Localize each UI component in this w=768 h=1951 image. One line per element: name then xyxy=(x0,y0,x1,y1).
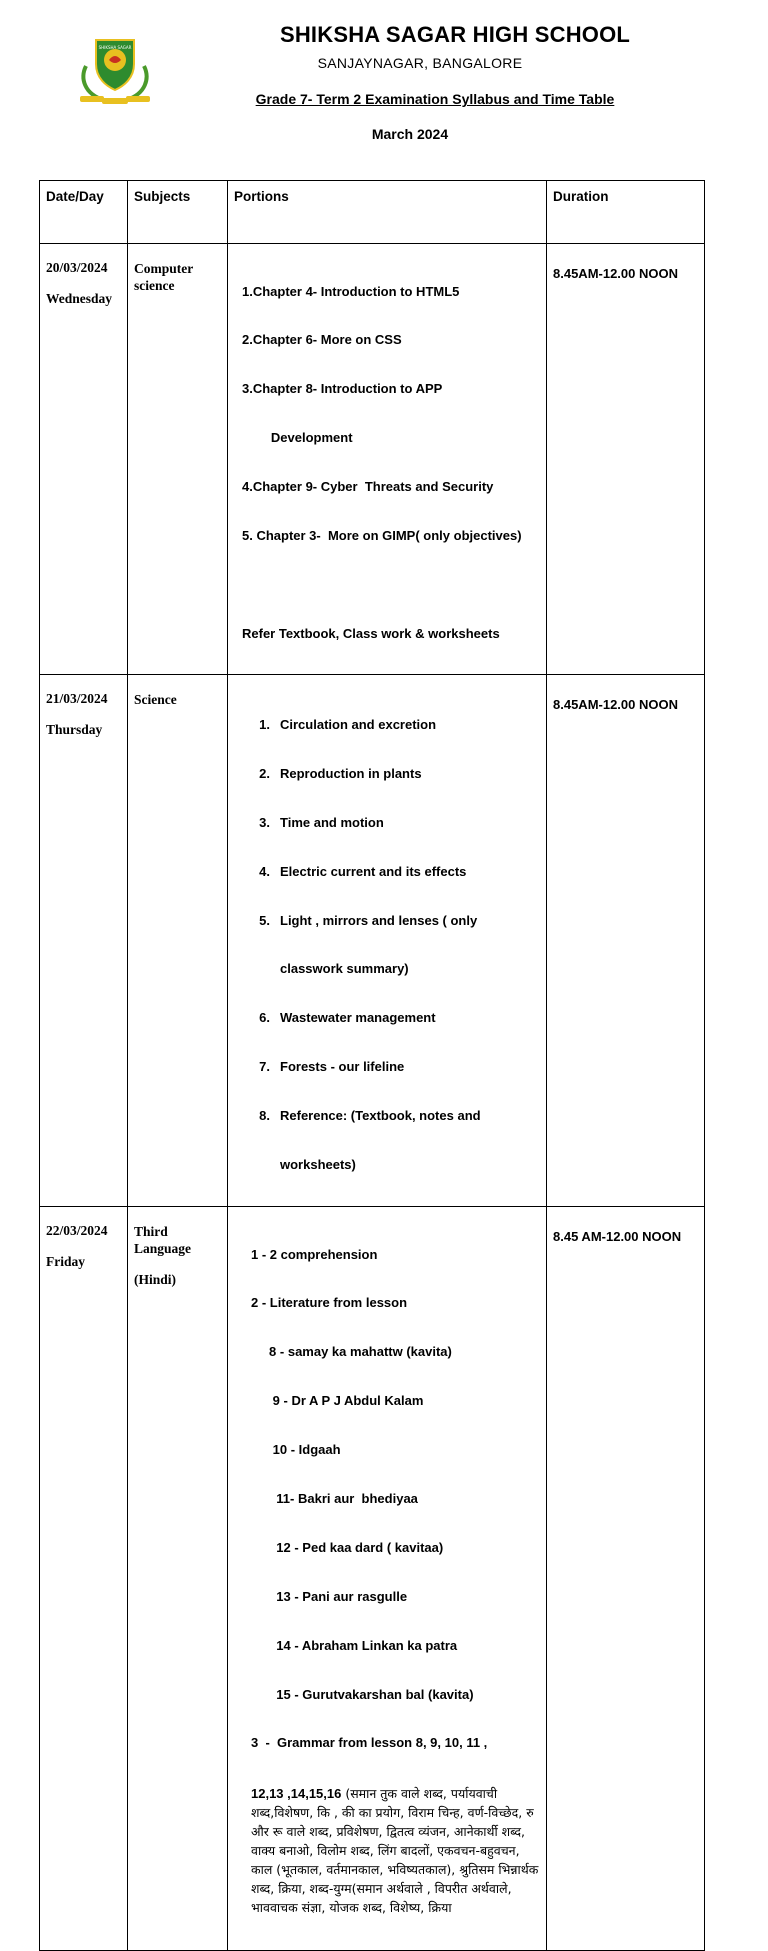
school-logo xyxy=(74,36,156,108)
duration-cell xyxy=(547,675,705,1207)
portion-line: 10 - Idgaah xyxy=(251,1442,341,1458)
portion-line: 5. Chapter 3- More on GIMP( only objectives) xyxy=(242,528,522,544)
portion-line: Development xyxy=(242,430,353,446)
list-item: classwork summary) xyxy=(280,961,409,977)
exam-day: Friday xyxy=(46,1253,85,1269)
portions-cell xyxy=(228,244,547,675)
portion-line: 1.Chapter 4- Introduction to HTML5 xyxy=(242,283,460,299)
duration-cell xyxy=(547,244,705,675)
date-cell xyxy=(40,1206,128,1950)
portion-line: 14 - Abraham Linkan ka patra xyxy=(251,1637,458,1653)
portion-line: 3 - Grammar from lesson 8, 9, 10, 11 , xyxy=(251,1735,488,1751)
portion-line: 13 - Pani aur rasgulle xyxy=(251,1588,408,1604)
exam-date: 21/03/2024 xyxy=(46,691,108,707)
portion-line: Refer Textbook, Class work & worksheets xyxy=(242,625,500,641)
subject-cell xyxy=(128,244,228,675)
header-subjects: Subjects xyxy=(128,181,228,244)
list-item: 8. Reference: (Textbook, notes and xyxy=(259,1108,481,1124)
table-row xyxy=(40,244,705,675)
document-heading: Grade 7- Term 2 Examination Syllabus and Time Table xyxy=(255,91,615,107)
list-item: 5. Light , mirrors and lenses ( only xyxy=(259,912,478,928)
school-name: SHIKSHA SAGAR HIGH SCHOOL xyxy=(279,22,631,47)
portion-line: 9 - Dr A P J Abdul Kalam xyxy=(251,1393,424,1409)
exam-date: 22/03/2024 xyxy=(46,1222,108,1238)
timetable xyxy=(39,180,705,1951)
portions-cell xyxy=(228,1206,547,1950)
list-item: worksheets) xyxy=(280,1157,356,1173)
subject-cell xyxy=(128,1206,228,1950)
exam-day: Wednesday xyxy=(46,291,113,306)
table-header-row xyxy=(40,181,705,244)
list-item: 1. Circulation and excretion xyxy=(259,717,437,733)
exam-duration: 8.45AM-12.00 NOON xyxy=(553,697,678,713)
exam-date: 20/03/2024 xyxy=(46,260,108,275)
portion-line: 12 - Ped kaa dard ( kavitaa) xyxy=(251,1539,444,1555)
list-item: 3. Time and motion xyxy=(259,814,384,830)
portion-line: 2 - Literature from lesson xyxy=(251,1295,408,1311)
exam-duration: 8.45 AM-12.00 NOON xyxy=(553,1228,682,1244)
list-item: 7. Forests - our lifeline xyxy=(259,1059,405,1075)
portion-line: 4.Chapter 9- Cyber Threats and Security xyxy=(242,479,494,495)
exam-day: Thursday xyxy=(46,722,103,738)
grammar-topics: 12,13 ,14,15,16 (समान तुक वाले शब्द, पर्यायवाची शब्द,विशेषण, कि , की का प्रयोग, विराम चिन्ह, वर्ण-विच्छेद, रु और रू वाले शब्द, प्रविशेषण, द्वितत्व व्यंजन, आनेकार्थी शब्द, वाक्य बनाओ, विलोम शब्द, लिंग बादलों, एकवचन-बहुवचन, काल (भूतकाल, वर्तमानकाल, भविष्यतकाल), श्रुतिसम भिन्नार्थक शब्द, क्रिया, शब्द-युग्म(समान अर्थवाले , विपरीत अर्थवाले, भाववाचक संज्ञा, योजक शब्द, विशेष्य, क्रिया xyxy=(251,1786,539,1916)
subject-cell xyxy=(128,675,228,1207)
header-portions: Portions xyxy=(228,181,547,244)
table-row xyxy=(40,1206,705,1950)
subject-line: Computer xyxy=(134,261,194,276)
list-item: 6. Wastewater management xyxy=(259,1010,436,1026)
portion-line: 1 - 2 comprehension xyxy=(251,1246,378,1262)
school-location: SANJAYNAGAR, BANGALORE xyxy=(317,55,523,71)
portion-line: 2.Chapter 6- More on CSS xyxy=(242,332,402,348)
header-date: Date/Day xyxy=(40,181,128,244)
exam-duration: 8.45AM-12.00 NOON xyxy=(553,266,678,281)
portion-line: 11- Bakri aur bhediyaa xyxy=(251,1490,418,1506)
date-cell xyxy=(40,244,128,675)
portion-line: 3.Chapter 8- Introduction to APP xyxy=(242,381,443,397)
subject-line: (Hindi) xyxy=(134,1271,177,1287)
list-item: 2. Reproduction in plants xyxy=(259,765,422,781)
portion-line xyxy=(242,577,546,593)
subject-line: Third xyxy=(134,1223,168,1239)
table-row xyxy=(40,675,705,1207)
portion-line: 8 - samay ka mahattw (kavita) xyxy=(251,1344,452,1360)
list-item: 4. Electric current and its effects xyxy=(259,863,467,879)
header-duration: Duration xyxy=(547,181,705,244)
exam-month: March 2024 xyxy=(371,126,449,142)
subject-line: science xyxy=(134,278,175,293)
portions-cell xyxy=(228,675,547,1207)
duration-cell xyxy=(547,1206,705,1950)
svg-text:SHIKSHA SAGAR: SHIKSHA SAGAR xyxy=(98,45,132,50)
portion-line: 15 - Gurutvakarshan bal (kavita) xyxy=(251,1686,474,1702)
subject-line: Language xyxy=(134,1240,192,1256)
subject-line: Science xyxy=(134,692,177,708)
date-cell xyxy=(40,675,128,1207)
